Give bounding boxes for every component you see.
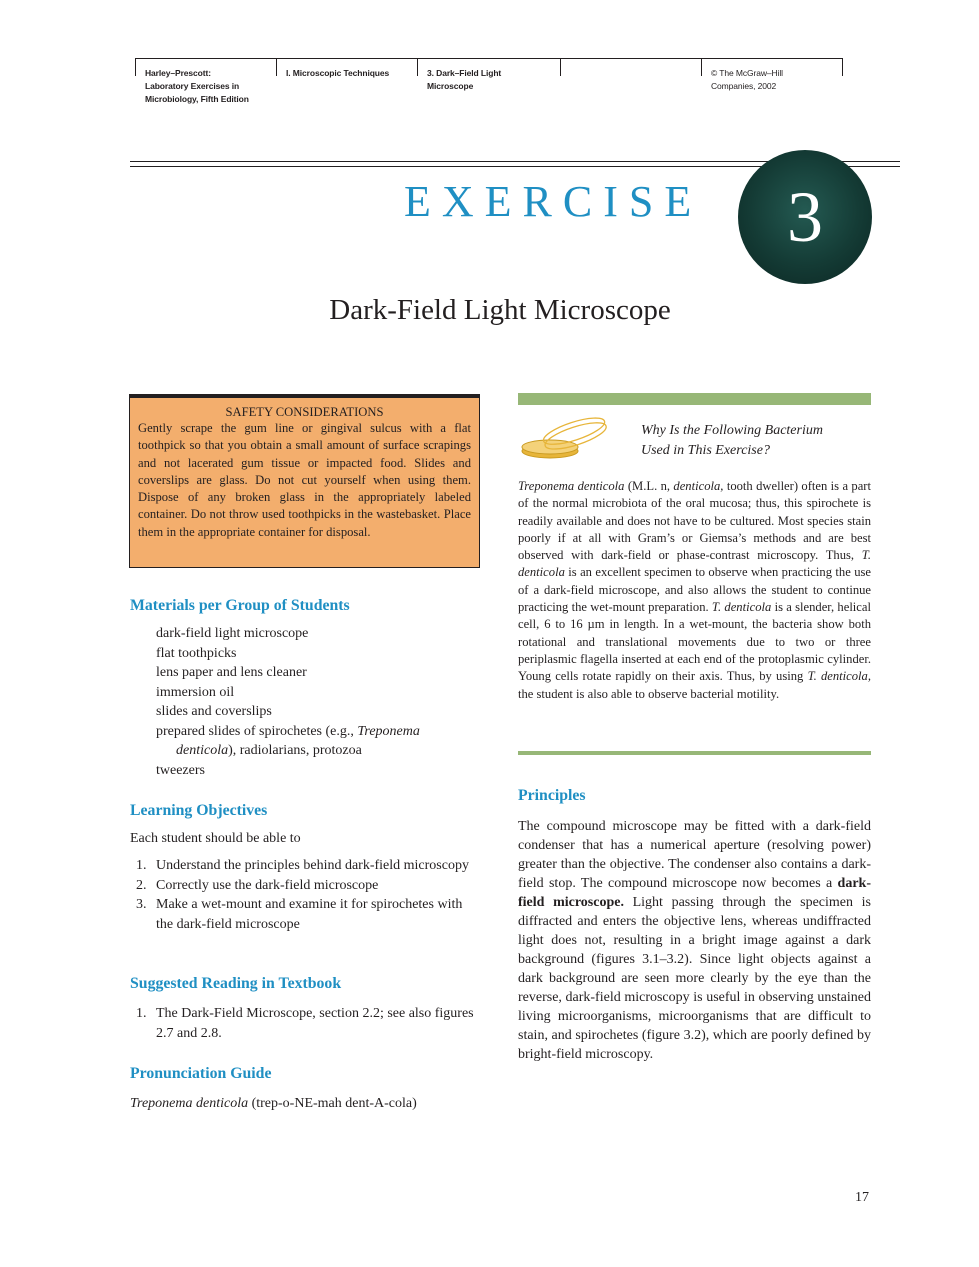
header-line: Laboratory Exercises in: [145, 81, 240, 91]
species-name: Treponema denticola: [518, 479, 625, 493]
reading-heading: Suggested Reading in Textbook: [130, 975, 342, 992]
pronunciation-guide: (trep-o-NE-mah dent-A-cola): [248, 1096, 417, 1111]
list-number: 3.: [136, 897, 147, 912]
text-run: the student is also able to observe bacterial motility.: [518, 686, 780, 701]
header-line: © The McGraw–Hill: [711, 68, 783, 78]
pronunciation-text: [130, 1094, 490, 1114]
why-box-text: [518, 478, 871, 703]
pronunciation-heading: Pronunciation Guide: [130, 1065, 272, 1082]
list-item-text: ), radiolarians, protozoa: [228, 743, 362, 758]
header-top-rule: [135, 58, 843, 59]
list-item: flat toothpicks: [156, 645, 237, 661]
list-item: [129, 876, 481, 896]
header-book-title: [145, 67, 249, 106]
header-divider: [417, 58, 418, 76]
text-run: Light passing through the specimen is diffracted and enters the objective lens, whereas undiffracted light does not, resulting in a bright image against a dark background (figures 3.1–3.2). Since light objects against a dark background are seen more clearly by the eye than the reverse, dark-field microscopy is useful in observing unstained living microorganisms, microorganisms that are difficult to stain, and spirochetes (figure 3.2), which are poorly defined by bright-field microscopy.: [518, 895, 871, 1062]
safety-body: Gently scrape the gum line or gingival sulcus with a flat toothpick so that you obtain a small amount of surface scrapings and not lacerated gum tissue or impacted food. Slides and coverslips are glass. Do not cut yourself when using them. Dispose of any broken glass in the appropriately labeled container. Do not throw used toothpicks in the wastebasket. Place them in the appropriate container for disposal.: [138, 421, 471, 539]
list-item-text: Make a wet-mount and examine it for spirochetes with the dark-field microscope: [156, 897, 463, 932]
header-divider: [701, 58, 702, 76]
list-item-text: Correctly use the dark-field microscope: [156, 877, 379, 893]
text-run: The compound microscope may be fitted with a dark-field condenser that has a numerical aperture (resolving power) greater than the objective. The condenser also contains a dark-field stop. The compound microscope now becomes a: [518, 819, 871, 891]
safety-considerations-box: [129, 394, 480, 568]
materials-list: [156, 624, 476, 780]
objectives-intro: Each student should be able to: [130, 831, 301, 846]
exercise-label: EXERCISE: [404, 177, 703, 226]
header-line: Microscope: [427, 81, 474, 91]
list-number: 1.: [136, 858, 147, 873]
species-name: T. denticola: [518, 548, 871, 580]
objectives-list: [129, 856, 481, 934]
header-line: I. Microscopic Techniques: [286, 68, 390, 78]
text-run: is a slender, helical cell, 6 to 16 µm in length. In a wet-mount, the bacteria show both rotational and translational movements due to two or three periplasmic flagella inserted at each end of the protoplasmic cylinder. Young cells rotate rapidly on their axis. Thus, by using: [518, 600, 871, 684]
header-line: Companies, 2002: [711, 81, 777, 91]
list-item: lens paper and lens cleaner: [156, 665, 307, 680]
key-term: dark-field microscope.: [518, 876, 871, 910]
text-run: (M.L. n,: [624, 479, 674, 493]
principles-heading: Principles: [518, 787, 586, 804]
exercise-number: 3: [787, 177, 823, 257]
why-title-line: Why Is the Following Bacterium: [641, 423, 823, 438]
header-divider: [560, 58, 561, 76]
why-box-title: [641, 421, 871, 461]
list-item: [129, 895, 481, 934]
list-number: 2.: [136, 877, 147, 893]
header-part: [286, 67, 389, 80]
list-item: immersion oil: [156, 684, 235, 700]
page-title: Dark-Field Light Microscope: [329, 294, 671, 326]
header-copyright: [711, 67, 783, 93]
petri-dish-icon: [520, 412, 620, 472]
species-name: T. denticola,: [807, 669, 871, 684]
header-line: Harley–Prescott:: [145, 68, 211, 78]
species-name: Treponema denticola: [130, 1096, 249, 1111]
text-run: tooth dweller) often is a part of the normal microbiota of the oral mucosa; thus, this spirochete is readily available and does not have to be cultured. Most species stain poorly if at all with Gram’s or Giemsa’s methods and are best observed with dark-field or phase-contrast microscopy. Thus,: [518, 479, 871, 563]
objectives-heading: Learning Objectives: [130, 802, 268, 819]
box-top-rule: [518, 393, 871, 405]
species-name: Treponema denticola: [176, 723, 420, 758]
list-item: dark-field light microscope: [156, 626, 309, 641]
materials-heading: Materials per Group of Students: [130, 597, 350, 614]
list-item: tweezers: [156, 762, 205, 778]
list-item-text: The Dark-Field Microscope, section 2.2; see also figures 2.7 and 2.8.: [156, 1006, 474, 1041]
box-bottom-rule: [518, 751, 871, 755]
safety-title: SAFETY CONSIDERATIONS: [225, 405, 384, 419]
principles-text: [518, 817, 871, 1064]
header-line: 3. Dark–Field Light: [427, 68, 502, 78]
list-item: slides and coverslips: [156, 704, 272, 719]
species-name: T. denticola: [711, 600, 772, 615]
species-name: denticola,: [673, 479, 724, 493]
list-number: 1.: [136, 1006, 147, 1021]
list-item-text: prepared slides of spirochetes (e.g.,: [156, 723, 358, 739]
text-run: is an excellent specimen to observe when practicing the use of a dark-field microscope, and also allows the student to continue practicing the wet-mount preparation.: [518, 565, 871, 615]
list-item: [129, 856, 481, 876]
reading-list: [129, 1004, 481, 1043]
header-divider: [842, 58, 843, 76]
list-item: [129, 1004, 481, 1043]
header-chapter: [427, 67, 501, 93]
list-item-text: Understand the principles behind dark-field microscopy: [156, 858, 469, 873]
header-divider: [135, 58, 136, 76]
running-header: [135, 58, 843, 118]
why-title-line: Used in This Exercise?: [641, 443, 770, 458]
page-number: 17: [855, 1190, 869, 1205]
list-item: [156, 722, 476, 761]
header-divider: [276, 58, 277, 76]
header-line: Microbiology, Fifth Edition: [145, 94, 249, 104]
